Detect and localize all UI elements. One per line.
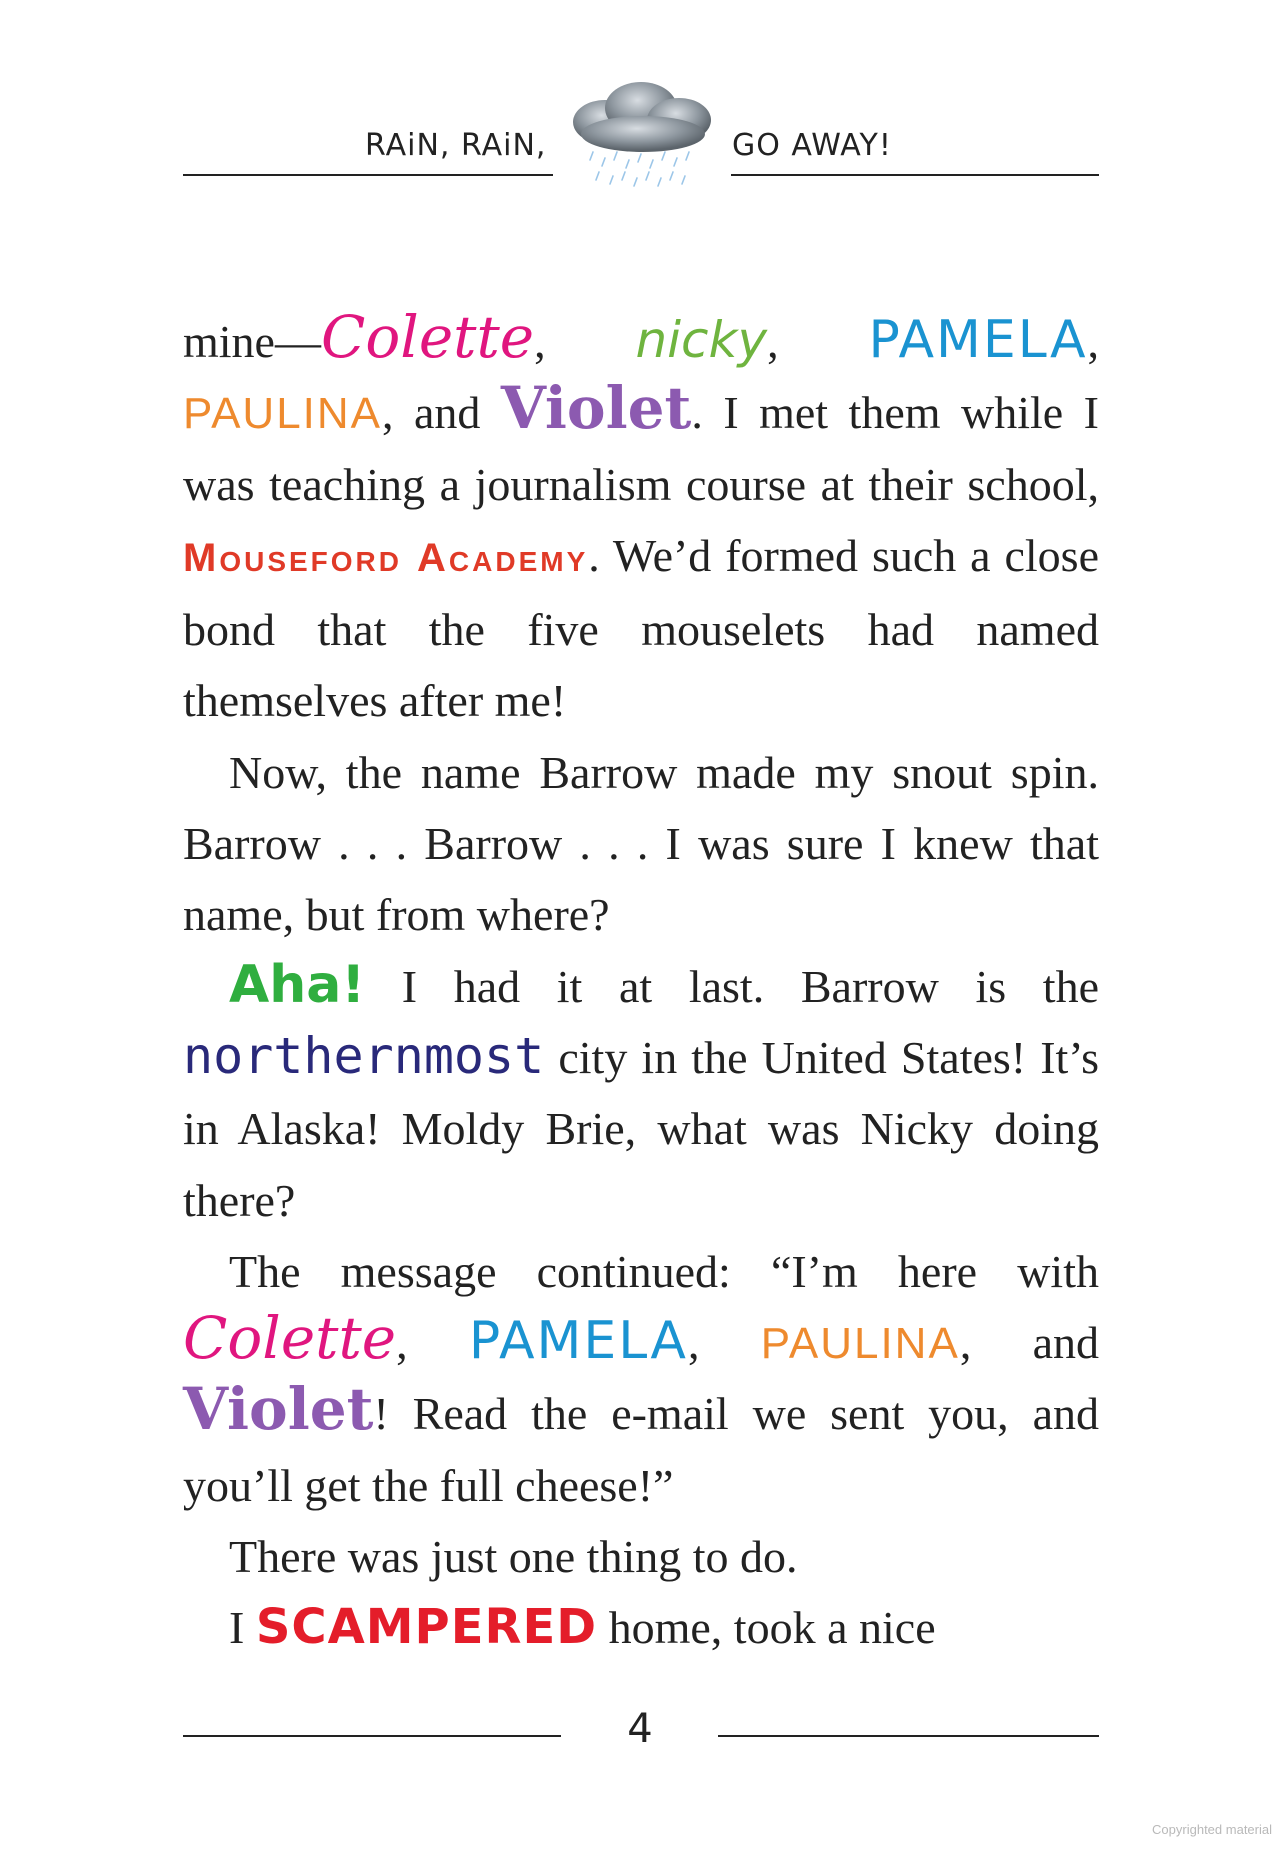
body-text <box>183 303 1100 1664</box>
paragraph-4 <box>183 1236 1099 1521</box>
paragraph-6 <box>183 1592 1099 1663</box>
paragraph-5: There was just one thing to do. <box>229 1531 798 1583</box>
text-run: I had it at last. Barrow is the <box>365 960 1099 1012</box>
name-pamela: PAMELA <box>468 1311 688 1372</box>
northernmost-word: northernmost <box>183 1026 545 1085</box>
text-run: , and <box>959 1317 1100 1369</box>
text-run: , <box>687 1317 761 1369</box>
name-colette: Colette <box>320 303 535 371</box>
name-violet: Violet <box>183 1375 374 1444</box>
header-rule-left <box>183 174 553 176</box>
running-title-right: GO AWAY! <box>732 128 892 163</box>
aha-exclamation: Aha! <box>229 954 366 1015</box>
copyright-watermark: Copyrighted material <box>1152 1822 1272 1837</box>
text-run: I <box>229 1602 256 1654</box>
text-run: The message continued: “I’m here with <box>229 1245 1099 1297</box>
name-pamela: PAMELA <box>868 310 1088 370</box>
footer-rule-left <box>183 1735 561 1737</box>
footer-rule-right <box>718 1735 1099 1737</box>
text-run: . I met them while I was teaching a journalism course at their school, <box>183 387 1099 510</box>
text-run: mine— <box>183 316 321 367</box>
text-run: , <box>1087 316 1100 367</box>
text-run: home, took a nice <box>597 1602 936 1654</box>
paragraph-3 <box>183 951 1099 1236</box>
text-run: , and <box>382 387 501 439</box>
paragraph-1 <box>183 303 1100 737</box>
page-number: 4 <box>627 1706 653 1752</box>
text-run: . We’d formed such a close bond that the five mouselets had named themselves after me! <box>183 529 1099 727</box>
running-title-left: RAiN, RAiN, <box>365 128 547 163</box>
name-violet: Violet <box>500 374 692 443</box>
mouseford-academy: Mouseford Academy <box>183 535 589 580</box>
scampered-word: SCAMPERED <box>255 1599 598 1656</box>
text-run: ! Read the e-mail we sent you, and you’ll get the full cheese!” <box>183 1388 1099 1511</box>
name-paulina: PAULINA <box>760 1319 960 1369</box>
text-run: , <box>767 316 869 367</box>
rain-cloud-icon <box>553 78 731 196</box>
paragraph-2: Now, the name Barrow made my snout spin. Barrow . . . Barrow . . . I was sure I knew that name, but from where? <box>183 746 1099 941</box>
text-run: city in the United States! It’s in Alaska! Moldy Brie, what was Nicky doing there? <box>183 1031 1099 1226</box>
name-paulina: PAULINA <box>183 389 383 439</box>
text-run: , <box>396 1317 469 1369</box>
name-colette: Colette <box>183 1304 397 1373</box>
header-rule-right <box>731 174 1099 176</box>
name-nicky: nicky <box>635 311 768 369</box>
page-header <box>0 0 1280 200</box>
text-run: , <box>534 316 636 367</box>
